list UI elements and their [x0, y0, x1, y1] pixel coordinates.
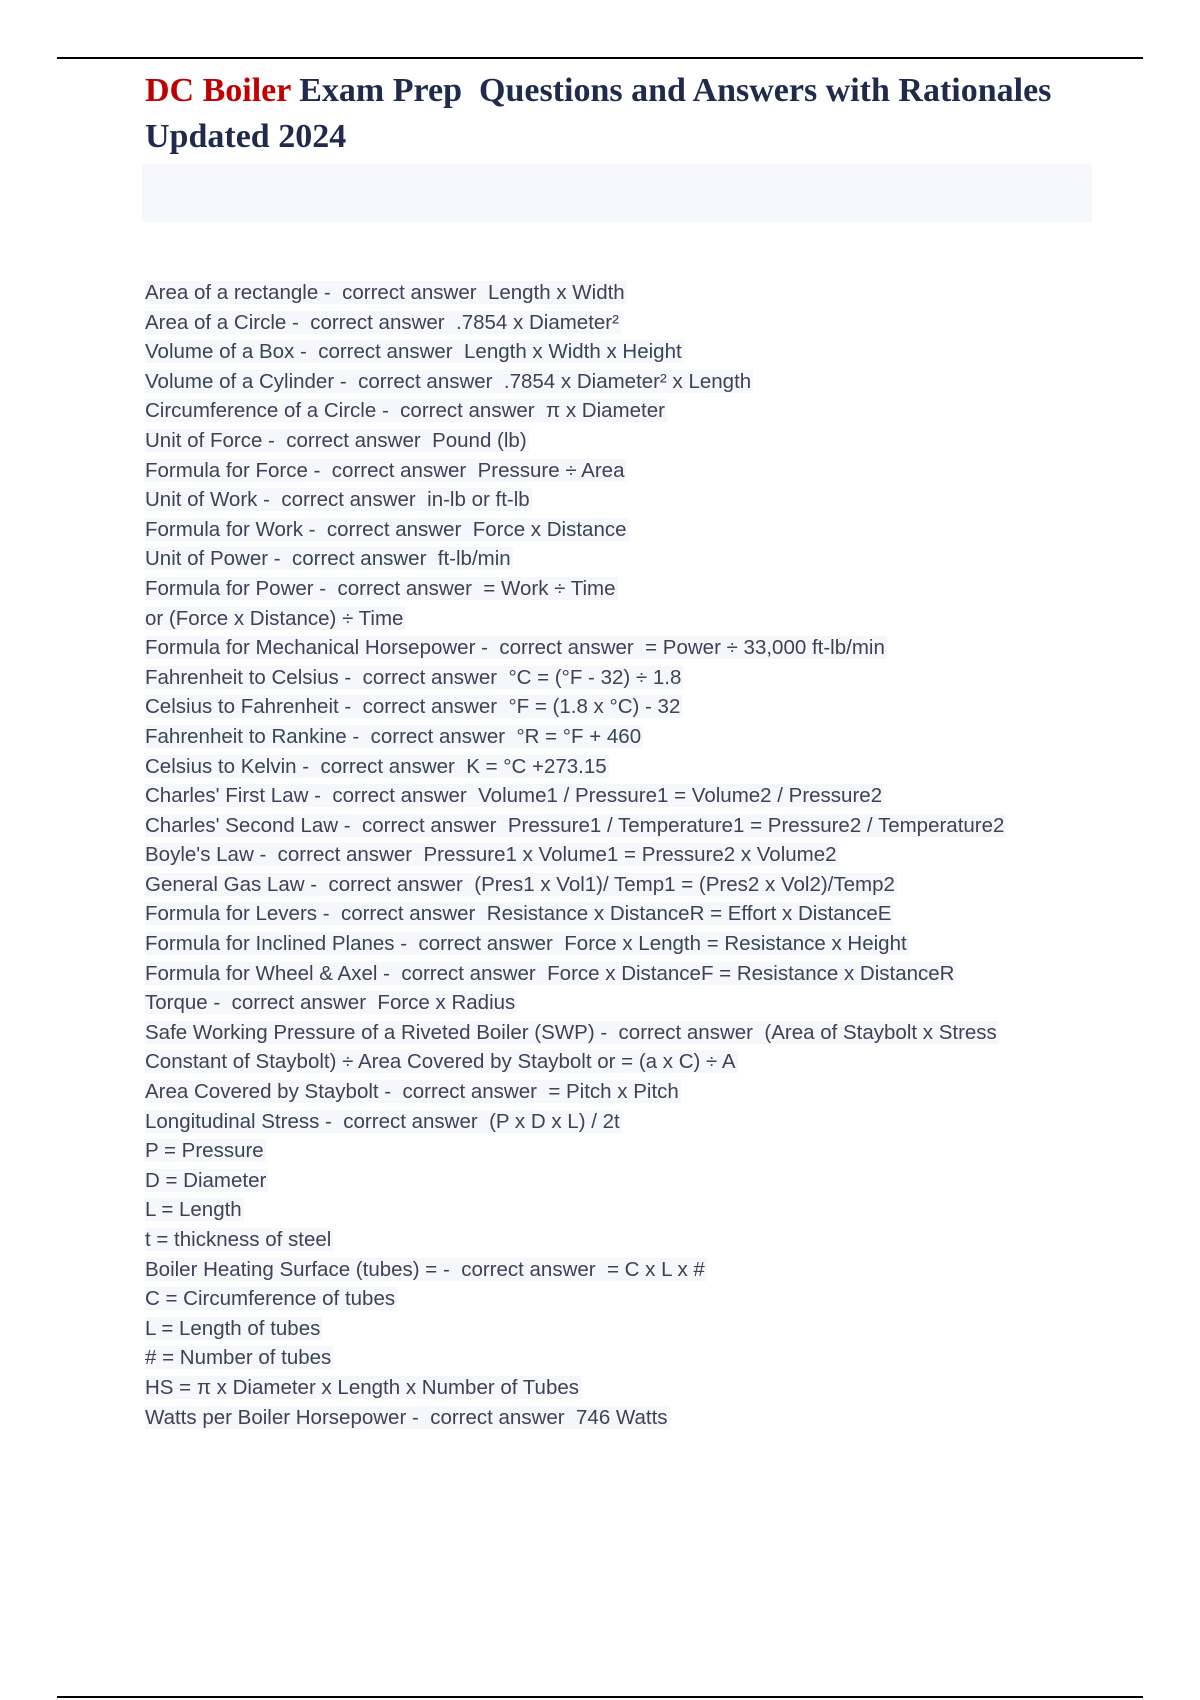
qa-line-text: Formula for Work - correct answer Force x Distance: [145, 517, 627, 541]
qa-line: [145, 1166, 1145, 1196]
qa-line-text: General Gas Law - correct answer (Pres1 x Vol1)/ Temp1 = (Pres2 x Vol2)/Temp2: [145, 872, 895, 896]
qa-line-text: Formula for Mechanical Horsepower - correct answer = Power ÷ 33,000 ft-lb/min: [145, 636, 885, 660]
qa-line: [145, 1403, 1145, 1433]
qa-line-text: Boyle's Law - correct answer Pressure1 x Volume1 = Pressure2 x Volume2: [145, 843, 837, 867]
qa-line: [145, 959, 1145, 989]
qa-line: [145, 899, 1145, 929]
qa-line: [145, 1373, 1145, 1403]
title-accent: DC Boiler: [145, 72, 291, 109]
qa-line: [145, 1047, 1145, 1077]
qa-line: [145, 485, 1145, 515]
qa-line-text: HS = π x Diameter x Length x Number of Tubes: [145, 1375, 580, 1399]
qa-line-text: Charles' First Law - correct answer Volume1 / Pressure1 = Volume2 / Pressure2: [145, 784, 883, 808]
qa-line-text: Fahrenheit to Rankine - correct answer °R = °F + 460: [145, 724, 642, 748]
qa-line-text: Formula for Wheel & Axel - correct answer Force x DistanceF = Resistance x DistanceR: [145, 961, 955, 985]
qa-line-text: Area of a Circle - correct answer .7854 x Diameter²: [145, 310, 619, 334]
qa-line-text: Torque - correct answer Force x Radius: [145, 991, 516, 1015]
qa-line: [145, 367, 1145, 397]
qa-line-text: Formula for Inclined Planes - correct answer Force x Length = Resistance x Height: [145, 932, 907, 956]
qa-line: [145, 396, 1145, 426]
title-rest: Exam Prep Questions and Answers with Rationales Updated 2024: [145, 72, 1060, 155]
qa-line: [145, 692, 1145, 722]
qa-line: [145, 1343, 1145, 1373]
qa-line-text: Unit of Force - correct answer Pound (lb): [145, 428, 527, 452]
qa-line: [145, 426, 1145, 456]
qa-line-text: # = Number of tubes: [145, 1346, 332, 1370]
qa-line: [145, 515, 1145, 545]
qa-line: [145, 722, 1145, 752]
qa-line: [145, 308, 1145, 338]
qa-line-text: or (Force x Distance) ÷ Time: [145, 606, 404, 630]
qa-line-text: Area Covered by Staybolt - correct answer = Pitch x Pitch: [145, 1080, 679, 1104]
qa-line-text: Celsius to Kelvin - correct answer K = °C +273.15: [145, 754, 607, 778]
qa-line: [145, 840, 1145, 870]
qa-line-text: t = thickness of steel: [145, 1228, 332, 1251]
qa-line: [145, 633, 1145, 663]
qa-line-text: L = Length of tubes: [145, 1316, 321, 1340]
qa-line: [145, 1195, 1145, 1225]
qa-line-text: Boiler Heating Surface (tubes) = - correct answer = C x L x #: [145, 1257, 705, 1281]
qa-line-text: Celsius to Fahrenheit - correct answer °F = (1.8 x °C) - 32: [145, 695, 681, 719]
qa-line-text: Fahrenheit to Celsius - correct answer °C = (°F - 32) ÷ 1.8: [145, 665, 682, 689]
qa-line: [145, 1107, 1145, 1137]
qa-line: [145, 752, 1145, 782]
qa-line-text: Volume of a Cylinder - correct answer .7854 x Diameter² x Length: [145, 369, 752, 393]
qa-line-text: Constant of Staybolt) ÷ Area Covered by Staybolt or = (a x C) ÷ A: [145, 1050, 736, 1074]
qa-line: [145, 278, 1145, 308]
qa-line-text: Unit of Work - correct answer in-lb or ft-lb: [145, 488, 530, 512]
qa-line: [145, 988, 1145, 1018]
qa-line-text: Safe Working Pressure of a Riveted Boiler (SWP) - correct answer (Area of Staybolt x Stress: [145, 1020, 997, 1044]
qa-line: [145, 1136, 1145, 1166]
qa-line-text: Circumference of a Circle - correct answer π x Diameter: [145, 399, 665, 423]
qa-line-text: Longitudinal Stress - correct answer (P x D x L) / 2t: [145, 1109, 620, 1133]
top-rule: [57, 57, 1143, 59]
qa-line: [145, 456, 1145, 486]
qa-line: [145, 544, 1145, 574]
qa-line-text: Formula for Levers - correct answer Resistance x DistanceR = Effort x DistanceE: [145, 902, 892, 926]
qa-line: [145, 781, 1145, 811]
qa-line: [145, 1255, 1145, 1285]
qa-line: [145, 1225, 1145, 1255]
qa-line-text: Unit of Power - correct answer ft-lb/min: [145, 547, 511, 571]
qa-line-text: Charles' Second Law - correct answer Pressure1 / Temperature1 = Pressure2 / Temperature2: [145, 813, 1005, 837]
qa-line-text: Volume of a Box - correct answer Length x Width x Height: [145, 340, 682, 364]
qa-line-text: D = Diameter: [145, 1168, 267, 1192]
qa-line-text: Formula for Power - correct answer = Work ÷ Time: [145, 576, 616, 600]
qa-line: [145, 604, 1145, 634]
document-title: [145, 68, 1105, 160]
qa-line-text: Formula for Force - correct answer Pressure ÷ Area: [145, 458, 625, 482]
qa-line: [145, 663, 1145, 693]
qa-line: [145, 574, 1145, 604]
qa-line: [145, 1314, 1145, 1344]
qa-line-text: C = Circumference of tubes: [145, 1287, 396, 1311]
qa-line-text: L = Length: [145, 1198, 242, 1222]
qa-line-text: Watts per Boiler Horsepower - correct answer 746 Watts: [145, 1405, 668, 1429]
qa-line: [145, 1018, 1145, 1048]
qa-list: [145, 278, 1145, 1432]
qa-line: [145, 929, 1145, 959]
qa-line-text: P = Pressure: [145, 1139, 264, 1163]
qa-line: [145, 870, 1145, 900]
title-shade-band: [142, 164, 1092, 222]
qa-line-text: Area of a rectangle - correct answer Length x Width: [145, 281, 625, 304]
qa-line: [145, 337, 1145, 367]
bottom-rule: [57, 1696, 1143, 1698]
qa-line: [145, 1284, 1145, 1314]
qa-line: [145, 811, 1145, 841]
qa-line: [145, 1077, 1145, 1107]
